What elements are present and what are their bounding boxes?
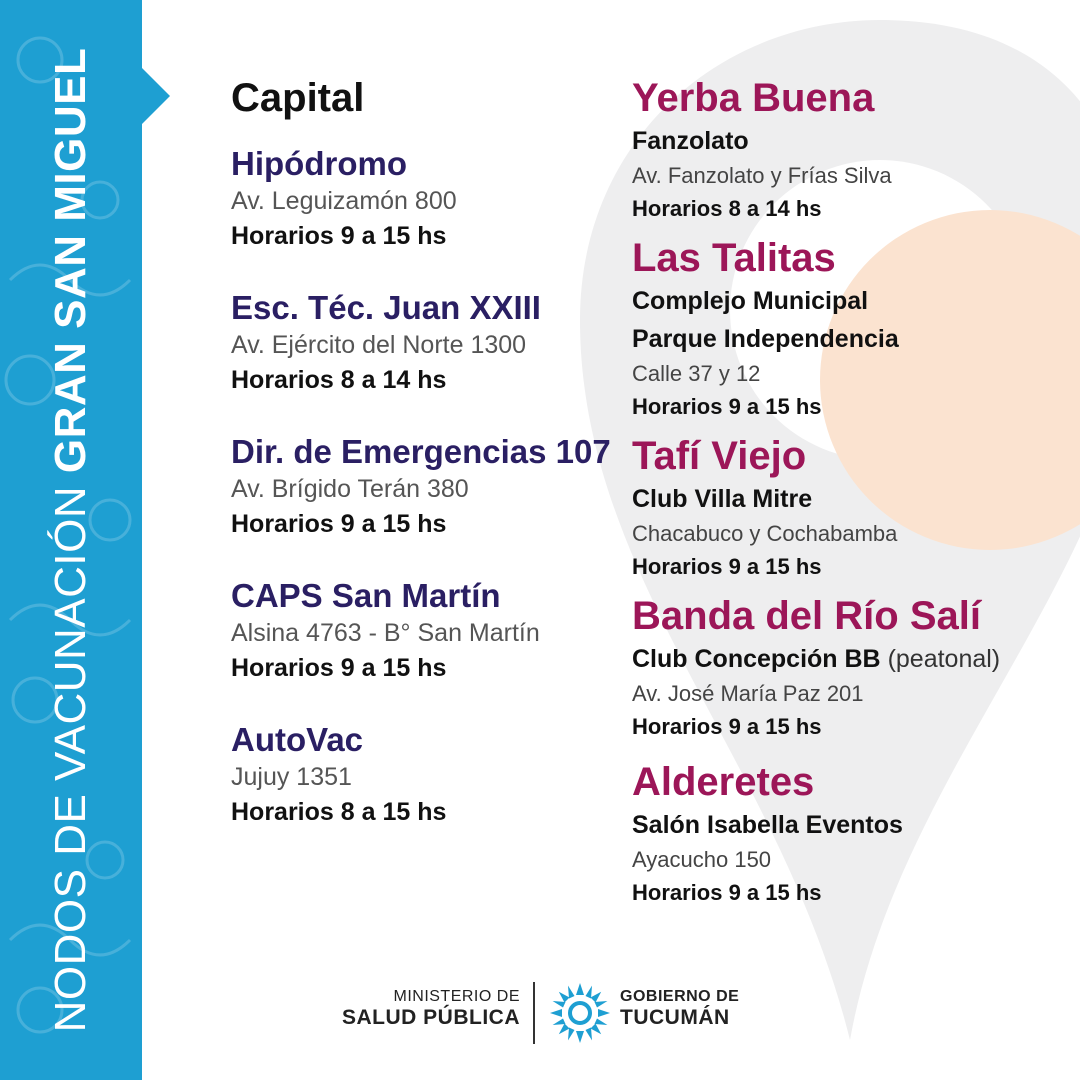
site-name: Club Concepción BB — [632, 645, 881, 673]
ministry-line2: SALUD PÚBLICA — [342, 1006, 520, 1029]
side-band — [0, 0, 142, 1080]
site-address: Chacabuco y Cochabamba — [632, 521, 898, 546]
footer-divider — [533, 982, 535, 1044]
locality-banda-rio-sali — [632, 592, 1062, 744]
site-hours: Horarios 8 a 15 hs — [231, 798, 447, 826]
site-hours: Horarios 8 a 14 hs — [632, 196, 822, 221]
ministry-logo-text — [320, 988, 520, 1030]
site-name: Club Villa Mitre — [632, 485, 813, 513]
locality-title: Banda del Río Salí — [632, 594, 981, 638]
region-title-capital: Capital — [231, 76, 365, 120]
locality-alderetes — [632, 758, 1062, 910]
site-name-line2: Parque Independencia — [632, 325, 899, 353]
site-caps-san-martin — [231, 576, 611, 686]
site-name: Complejo Municipal — [632, 287, 869, 315]
band-title-light: NODOS DE VACUNACIÓN — [46, 485, 95, 1033]
tucuman-sun-logo-icon — [548, 981, 612, 1045]
site-hours: Horarios 9 a 15 hs — [231, 654, 447, 682]
site-address: Jujuy 1351 — [231, 763, 352, 791]
locality-las-talitas — [632, 234, 1062, 424]
government-logo-text — [620, 988, 739, 1030]
site-hours: Horarios 9 a 15 hs — [632, 394, 822, 419]
site-emergencias-107 — [231, 432, 611, 542]
site-name: CAPS San Martín — [231, 577, 501, 614]
site-hours: Horarios 9 a 15 hs — [632, 714, 822, 739]
site-name: Hipódromo — [231, 145, 407, 182]
site-hours: Horarios 9 a 15 hs — [231, 222, 447, 250]
band-title — [46, 48, 96, 1033]
site-hipodromo — [231, 144, 611, 254]
site-address: Alsina 4763 - B° San Martín — [231, 619, 540, 647]
site-note: (peatonal) — [887, 645, 1001, 673]
site-name: Dir. de Emergencias 107 — [231, 433, 611, 470]
capital-column — [231, 74, 611, 864]
locality-title: Yerba Buena — [632, 76, 875, 120]
locality-title: Tafí Viejo — [632, 434, 807, 478]
site-address: Av. Brígido Terán 380 — [231, 475, 469, 503]
site-address: Ayacucho 150 — [632, 847, 772, 872]
government-line1: GOBIERNO DE — [620, 988, 740, 1005]
site-address: Av. José María Paz 201 — [632, 681, 864, 706]
site-name: Fanzolato — [632, 127, 749, 155]
site-juan-xxiii — [231, 288, 611, 398]
ministry-line1: MINISTERIO DE — [393, 988, 520, 1005]
locality-title: Alderetes — [632, 760, 815, 804]
site-address: Av. Ejército del Norte 1300 — [231, 331, 527, 359]
government-line2: TUCUMÁN — [620, 1006, 730, 1029]
site-name: Esc. Téc. Juan XXIII — [231, 289, 541, 326]
band-title-bold: GRAN SAN MIGUEL — [46, 47, 95, 474]
site-name: AutoVac — [231, 721, 364, 758]
site-hours: Horarios 8 a 14 hs — [231, 366, 447, 394]
site-address: Av. Fanzolato y Frías Silva — [632, 163, 892, 188]
site-name-with-note — [632, 640, 1062, 678]
locality-yerba-buena — [632, 74, 1062, 226]
locality-tafi-viejo — [632, 432, 1062, 584]
site-address: Av. Leguizamón 800 — [231, 187, 457, 215]
site-hours: Horarios 9 a 15 hs — [632, 880, 822, 905]
site-name: Salón Isabella Eventos — [632, 811, 903, 839]
localities-column — [632, 74, 1062, 918]
band-notch — [140, 66, 170, 126]
footer-logos — [330, 978, 750, 1048]
site-autovac — [231, 720, 611, 830]
locality-title: Las Talitas — [632, 236, 836, 280]
site-hours: Horarios 9 a 15 hs — [231, 510, 447, 538]
site-hours: Horarios 9 a 15 hs — [632, 554, 822, 579]
site-address: Calle 37 y 12 — [632, 361, 761, 386]
